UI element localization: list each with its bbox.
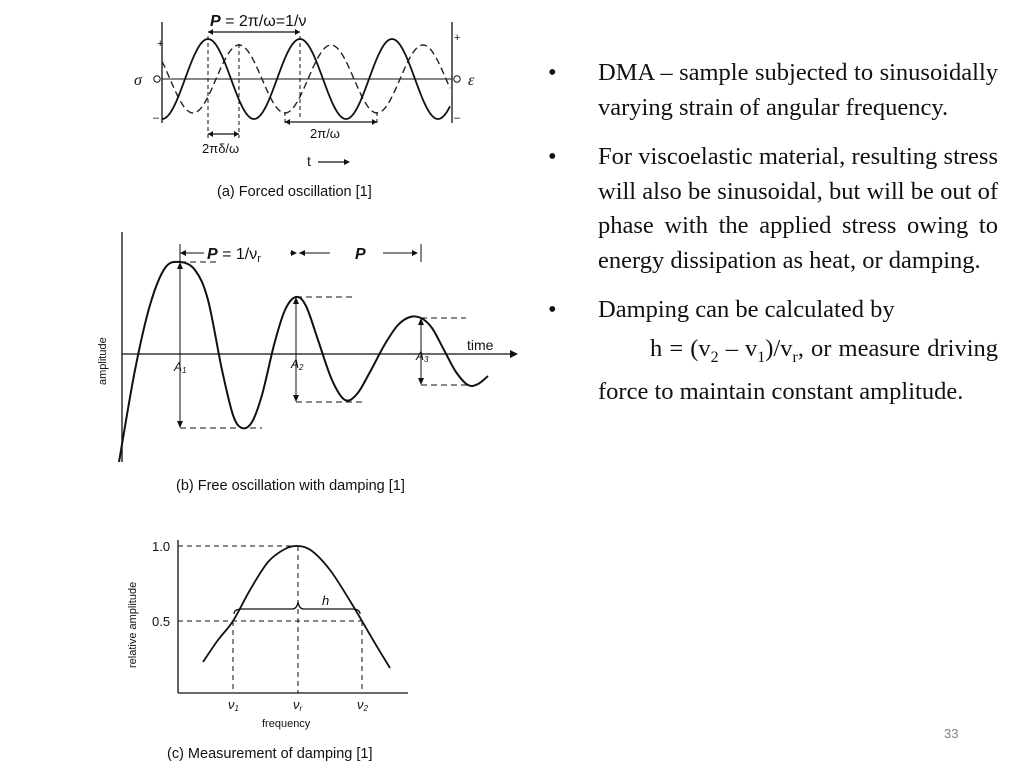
bullet-list — [540, 56, 998, 409]
figure-b-x-label: time — [467, 337, 494, 353]
bullet-item-damping — [540, 293, 998, 328]
figure-c-tick-1: 1.0 — [152, 539, 171, 554]
bullet-marker: • — [548, 143, 557, 170]
figure-c-nu1: ν1 — [228, 697, 239, 713]
bullet-text-dma: DMA – sample subjected to sinusoidally varying strain of angular frequency. — [598, 59, 998, 121]
figure-c-guides — [178, 546, 362, 693]
figure-a-left-marker — [154, 76, 160, 82]
figure-a-caption: (a) Forced oscillation [1] — [217, 184, 372, 200]
figure-a-time-label: t — [307, 153, 311, 169]
figure-c-h-brace — [234, 602, 360, 614]
figure-b-period-1-label: P = 1/νr — [207, 246, 261, 265]
bullet-item-dma — [540, 56, 998, 125]
bullet-marker: • — [548, 296, 557, 323]
figure-c-nur: νr — [293, 697, 303, 713]
figure-b-a3: A3 — [416, 349, 429, 364]
figure-c-y-label: relative amplitude — [127, 581, 139, 668]
figure-a-strain-symbol: ε — [468, 72, 475, 89]
figure-b-a2: A2 — [291, 357, 304, 372]
figure-c-caption: (c) Measurement of damping [1] — [167, 746, 373, 762]
figure-c-nu2: ν2 — [357, 697, 368, 713]
figure-a-period-formula: P = 2π/ω=1/ν — [210, 13, 307, 30]
figure-b-period-2-label: P — [355, 246, 366, 263]
figure-c-tick-05: 0.5 — [152, 614, 171, 629]
figure-c-x-label: frequency — [262, 718, 311, 730]
figure-b-free-oscillation — [97, 232, 518, 494]
figure-a-stress-symbol: σ — [134, 72, 142, 89]
figure-c-damping-measurement — [127, 539, 408, 762]
figure-a-forced-oscillation — [134, 13, 475, 200]
figure-a-right-marker — [454, 76, 460, 82]
figure-a-plus-right: + — [454, 32, 461, 44]
figure-b-guides — [180, 262, 470, 428]
bullet-text-viscoelastic: For viscoelastic material, resulting stress will also be sinusoidal, but will be out of phase with the applied stress owing to energy dissipation as heat, or damping. — [598, 143, 998, 274]
bullet-text-damping: Damping can be calculated by — [598, 296, 895, 323]
page-number: 33 — [944, 726, 959, 741]
bullet-marker: • — [548, 59, 557, 86]
bullet-item-viscoelastic — [540, 140, 998, 278]
damping-formula: $h = (v_2 - v_1)/v_r$, or measure driving force to maintain constant amplitude. — [598, 334, 999, 405]
figure-a-plus-left: + — [157, 38, 164, 50]
figure-b-caption: (b) Free oscillation with damping [1] — [176, 478, 405, 494]
figure-c-h-label: h — [322, 593, 330, 608]
figure-a-minus-right: – — [454, 112, 461, 124]
figure-a-minus-left: – — [153, 112, 160, 124]
figure-a-period-label: 2π/ω — [310, 126, 340, 141]
figure-a-phase-label: 2πδ/ω — [202, 141, 240, 156]
figure-b-a1: A1 — [174, 360, 187, 375]
figure-b-y-label: amplitude — [97, 337, 109, 385]
